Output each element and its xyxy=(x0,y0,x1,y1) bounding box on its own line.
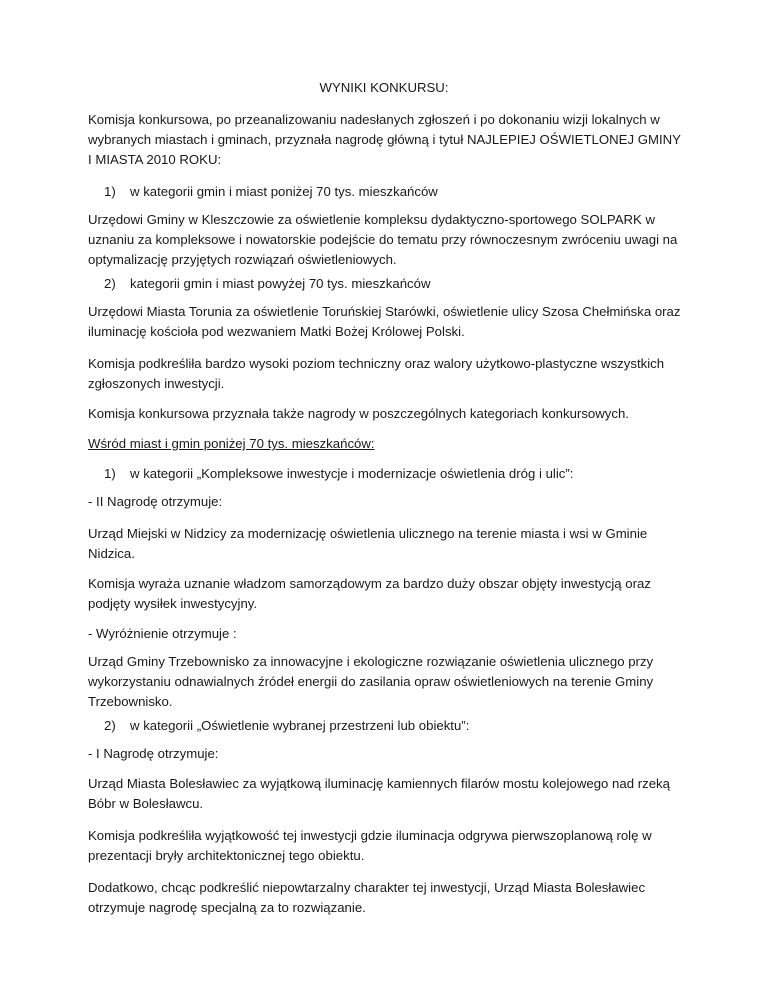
main-category-2-label: kategorii gmin i miast powyżej 70 tys. mieszkańców xyxy=(130,276,431,291)
award-2nd-heading: - II Nagrodę otrzymuje: xyxy=(88,494,223,509)
award-2nd-note: Komisja wyraża uznanie władzom samorządowym za bardzo duży obszar objęty inwestycją oraz podjęty wysiłek inwestycyjny. xyxy=(88,576,651,611)
distinction-heading: - Wyróżnienie otrzymuje : xyxy=(88,626,237,641)
distinction-winner: Urząd Gminy Trzebownisko za innowacyjne i ekologiczne rozwiązanie oświetlenia ulicznego przy wykorzystaniu odnawialnych źródeł energii do zasilania opraw oświetleniowych na terenie Gminy Trzebownisko. xyxy=(88,654,654,709)
award-1st-note: Komisja podkreśliła wyjątkowość tej inwestycji gdzie iluminacja odgrywa pierwszoplanową rolę w prezentacji bryły architektonicznej tego obiektu. xyxy=(88,828,652,863)
special-award: Dodatkowo, chcąc podkreślić niepowtarzalny charakter tej inwestycji, Urząd Miasta Bolesławiec otrzymuje nagrodę specjalną za to rozwiązanie. xyxy=(88,880,646,915)
categories-intro: Komisja konkursowa przyznała także nagrody w poszczególnych kategoriach konkursowych. xyxy=(88,406,629,421)
award-2nd-winner: Urząd Miejski w Nidzicy za modernizację oświetlenia ulicznego na terenie miasta i wsi w Gminie Nidzica. xyxy=(88,526,648,561)
main-category-1-winner: Urzędowi Gminy w Kleszczowie za oświetlenie kompleksu dydaktyczno-sportowego SOLPARK w uznaniu za kompleksowe i nowatorskie podejście do tematu przy równoczesnym zwróceniu uwagi na optymalizację przyjętych rozwiązań oświetleniowych. xyxy=(88,212,678,267)
sub-category-1-number: 1) xyxy=(104,466,116,481)
main-category-1-number: 1) xyxy=(104,184,116,199)
sub-category-1-label: w kategorii „Kompleksowe inwestycje i modernizacje oświetlenia dróg i ulic”: xyxy=(130,466,574,481)
intro-paragraph: Komisja konkursowa, po przeanalizowaniu nadesłanych zgłoszeń i po dokonaniu wizji lokalnych w wybranych miastach i gminach, przyznała nagrodę główną i tytuł NAJLEPIEJ OŚWIETLONEJ GMINY I MIASTA 2010 ROKU: xyxy=(88,112,681,167)
sub-category-1 xyxy=(104,464,573,484)
main-category-1 xyxy=(104,182,438,202)
main-category-1-label: w kategorii gmin i miast poniżej 70 tys. mieszkańców xyxy=(130,184,438,199)
document-title: WYNIKI KONKURSU: xyxy=(319,80,449,95)
sub-category-2-number: 2) xyxy=(104,718,116,733)
commission-note: Komisja podkreśliła bardzo wysoki poziom techniczny oraz walory użytkowo-plastyczne wszystkich zgłoszonych inwestycji. xyxy=(88,356,665,391)
sub-category-2-label: w kategorii „Oświetlenie wybranej przestrzeni lub obiektu”: xyxy=(130,718,470,733)
main-category-2 xyxy=(104,274,431,294)
main-category-2-number: 2) xyxy=(104,276,116,291)
main-category-2-winner: Urzędowi Miasta Torunia za oświetlenie Toruńskiej Starówki, oświetlenie ulicy Szosa Chełmińska oraz iluminację kościoła pod wezwaniem Matki Bożej Królowej Polski. xyxy=(88,304,681,339)
award-1st-heading: - I Nagrodę otrzymuje: xyxy=(88,746,219,761)
sub-category-2 xyxy=(104,716,469,736)
section-heading: Wśród miast i gmin poniżej 70 tys. mieszkańców: xyxy=(88,436,375,451)
award-1st-winner: Urząd Miasta Bolesławiec za wyjątkową iluminację kamiennych filarów mostu kolejowego nad rzeką Bóbr w Bolesławcu. xyxy=(88,776,670,811)
